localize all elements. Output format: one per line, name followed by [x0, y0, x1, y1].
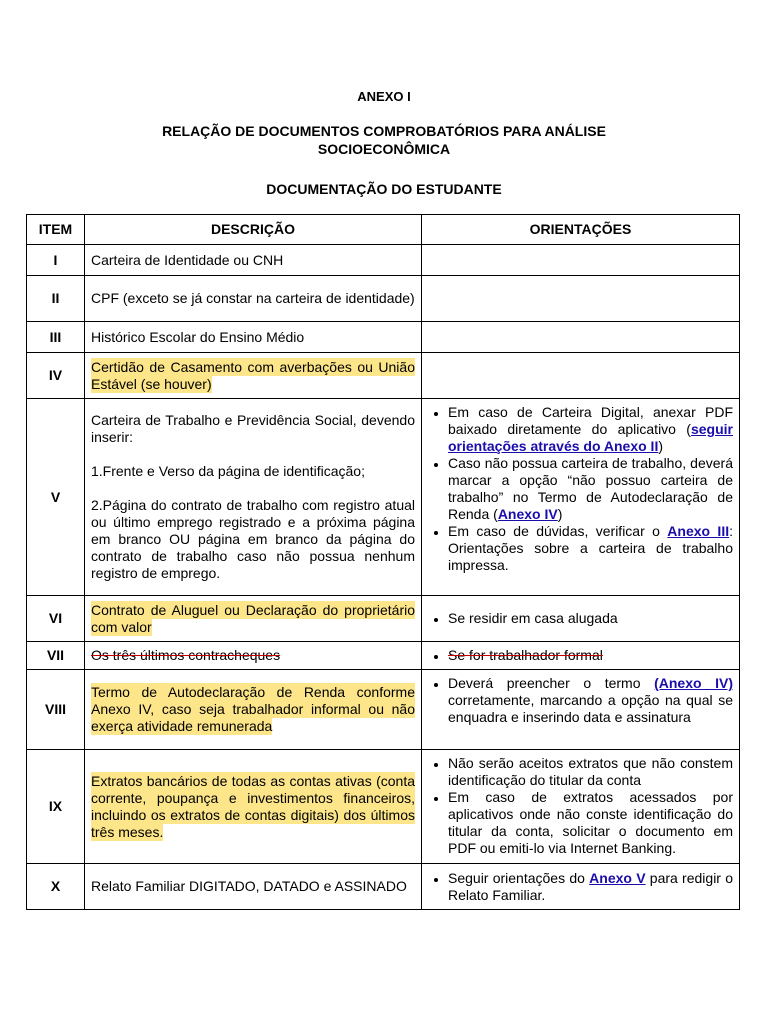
row-description: [85, 596, 422, 642]
list-item: • Em caso de dúvidas, verificar o Anexo III: Orientações sobre a carteira de trabalho impressa.: [448, 523, 733, 574]
highlighted-text: Contrato de Aluguel ou Declaração do proprietário com valor: [91, 601, 415, 635]
col-header-item: ITEM: [27, 215, 85, 245]
row-orientations: [422, 245, 740, 276]
list-item: • Em caso de extratos acessados por aplicativos onde não conste identificação do titular da conta, solicitar o documento em PDF ou emiti-lo via Internet Banking.: [448, 789, 733, 857]
row-description: [85, 750, 422, 864]
row-description: [85, 353, 422, 399]
row-orientations: [422, 322, 740, 353]
title-line-2: SOCIOECONÔMICA: [317, 141, 451, 157]
highlighted-text: Extratos bancários de todas as contas ativas (conta corrente, poupança e investimentos financeiros, incluindo os extratos de contas digitais) dos últimos três meses.: [91, 772, 415, 840]
list-item: • Em caso de Carteira Digital, anexar PDF baixado diretamente do aplicativo (seguir orientações através do Anexo II): [448, 404, 733, 455]
orientation-list: [428, 404, 733, 574]
row-description: CPF (exceto se já constar na carteira de identidade): [85, 276, 422, 322]
row-description: Carteira de Identidade ou CNH: [85, 245, 422, 276]
highlighted-text: Certidão de Casamento com averbações ou União Estável (se houver): [91, 358, 415, 392]
orientation-list: [428, 755, 733, 857]
table-row: [27, 642, 740, 670]
section-heading: DOCUMENTAÇÃO DO ESTUDANTE: [266, 181, 502, 197]
row-orientations: [422, 642, 740, 670]
row-description: [85, 670, 422, 750]
orientation-list: [428, 675, 733, 726]
row-item-number: V: [27, 399, 85, 596]
row-orientations: [422, 596, 740, 642]
table-row: [27, 353, 740, 399]
description-paragraph: 1.Frente e Verso da página de identificação;: [91, 463, 365, 479]
row-item-number: IX: [27, 750, 85, 864]
row-orientations: [422, 353, 740, 399]
orientation-list: [428, 870, 733, 904]
list-item: • Não serão aceitos extratos que não constem identificação do titular da conta: [448, 755, 733, 789]
row-orientations: [422, 864, 740, 910]
row-description: Histórico Escolar do Ensino Médio: [85, 322, 422, 353]
highlighted-text: Termo de Autodeclaração de Renda conforme Anexo IV, caso seja trabalhador informal ou não exerça atividade remunerada: [91, 684, 415, 734]
row-item-number: X: [27, 864, 85, 910]
orientation-list: [428, 647, 733, 664]
orientation-list: [428, 610, 733, 627]
row-item-number: IV: [27, 353, 85, 399]
col-header-orientations: ORIENTAÇÕES: [422, 215, 740, 245]
description-paragraph: Carteira de Trabalho e Previdência Social, devendo inserir:: [91, 412, 415, 445]
table-row: [27, 750, 740, 864]
annex-iii-link[interactable]: Anexo III: [667, 523, 730, 539]
annex-ii-link[interactable]: seguir orientações através do Anexo II: [448, 421, 733, 454]
table-row: [27, 399, 740, 596]
description-paragraph: 2.Página do contrato de trabalho com registro atual ou último emprego registrado e a próxima página em branco OU página em branco da página do contrato de trabalho caso não possua nenhum registro de emprego.: [91, 497, 415, 581]
row-item-number: VIII: [27, 670, 85, 750]
row-orientations: [422, 399, 740, 596]
row-item-number: I: [27, 245, 85, 276]
row-item-number: VII: [27, 642, 85, 670]
list-item: • Se for trabalhador formal: [448, 647, 733, 664]
row-item-number: III: [27, 322, 85, 353]
list-item: • Deverá preencher o termo (Anexo IV) corretamente, marcando a opção na qual se enquadra e inserindo data e assinatura: [448, 675, 733, 726]
annex-heading: ANEXO I: [357, 89, 411, 104]
annex-v-link[interactable]: Anexo V: [589, 869, 646, 886]
list-item: • Seguir orientações do Anexo V para redigir o Relato Familiar.: [448, 870, 733, 904]
list-item: • Se residir em casa alugada: [448, 610, 733, 627]
annex-iv-link[interactable]: Anexo IV: [497, 506, 558, 522]
table-row: [27, 276, 740, 322]
annex-iv-link[interactable]: (Anexo IV): [654, 675, 733, 691]
table-row: [27, 864, 740, 910]
row-description: Relato Familiar DIGITADO, DATADO e ASSINADO: [85, 864, 422, 910]
row-description: [85, 642, 422, 670]
row-item-number: VI: [27, 596, 85, 642]
row-item-number: II: [27, 276, 85, 322]
title-line-1: RELAÇÃO DE DOCUMENTOS COMPROBATÓRIOS PARA ANÁLISE: [162, 123, 606, 139]
col-header-description: DESCRIÇÃO: [85, 215, 422, 245]
table-row: [27, 670, 740, 750]
documents-table: [26, 214, 740, 910]
struck-text: Os três últimos contracheques: [91, 647, 281, 663]
table-row: [27, 322, 740, 353]
table-row: [27, 596, 740, 642]
row-description: [85, 399, 422, 596]
row-orientations: [422, 750, 740, 864]
list-item: • Caso não possua carteira de trabalho, deverá marcar a opção “não possuo carteira de trabalho” no Termo de Autodeclaração de Renda (Anexo IV): [448, 455, 733, 523]
table-header-row: [27, 215, 740, 245]
row-orientations: [422, 276, 740, 322]
page-title: [0, 122, 768, 158]
row-orientations: [422, 670, 740, 750]
table-row: [27, 245, 740, 276]
